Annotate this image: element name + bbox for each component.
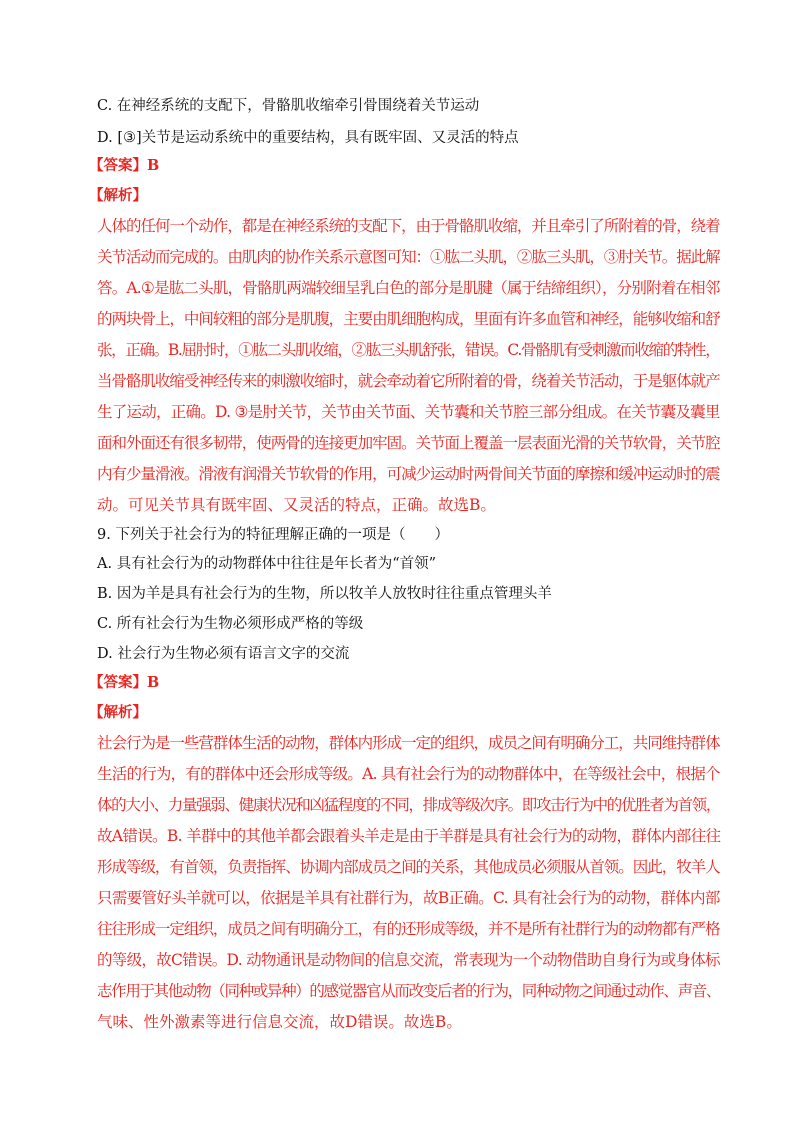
- q9-analysis-label: 【解析】: [89, 704, 147, 721]
- q8-option-d: D. [③]关节是运动系统中的重要结构，具有既牢固、又灵活的特点: [97, 130, 519, 146]
- q8-answer: 【答案】B: [89, 157, 160, 174]
- q9-analysis-line: 形成等级，有首领，负责指挥、协调内部成员之间的关系，其他成员必须服从首领。因此，牧羊人: [97, 858, 720, 876]
- q8-analysis-line: 生了运动，正确。D. ③是肘关节，关节由关节面、关节囊和关节腔三部分组成。在关节囊及囊里: [97, 403, 720, 421]
- q9-analysis-line: 的等级，故C错误。D. 动物通讯是动物间的信息交流，常表现为一个动物借助自身行为或身体标: [97, 951, 720, 969]
- q8-analysis-line: 人体的任何一个动作，都是在神经系统的支配下，由于骨骼肌收缩，并且牵引了所附着的骨，绕着: [97, 217, 720, 235]
- q9-option-c: C. 所有社会行为生物必须形成严格的等级: [97, 616, 364, 632]
- q9-analysis-line: 志作用于其他动物（同种或异种）的感觉器官从而改变后者的行为，同种动物之间通过动作、声音、: [97, 982, 721, 1000]
- q9-option-b: B. 因为羊是具有社会行为的生物，所以牧羊人放牧时往往重点管理头羊: [97, 586, 552, 602]
- q8-analysis-line: 当骨骼肌收缩受神经传来的刺激收缩时，就会牵动着它所附着的骨，绕着关节活动，于是躯体就产: [97, 372, 720, 390]
- q8-analysis-line: 面和外面还有很多韧带，使两骨的连接更加牢固。关节面上覆盖一层表面光滑的关节软骨，关节腔: [97, 434, 720, 452]
- q8-analysis-line: 内有少量滑液。滑液有润滑关节软骨的作用，可减少运动时两骨间关节面的摩擦和缓冲运动时的震: [97, 465, 720, 483]
- q9-analysis-line: 生活的行为，有的群体中还会形成等级。A. 具有社会行为的动物群体中，在等级社会中，根据个: [97, 765, 720, 783]
- q8-analysis-line: 关节活动而完成的。由肌肉的协作关系示意图可知：①肱二头肌，②肱三头肌，③肘关节。据此解: [97, 248, 720, 266]
- q9-analysis-line: 只需要管好头羊就可以，依据是羊具有社群行为，故B正确。C. 具有社会行为的动物，群体内部: [97, 889, 720, 907]
- q8-analysis-line: 答。A.①是肱二头肌，骨骼肌两端较细呈乳白色的部分是肌腱（属于结缔组织），分别附着在相邻: [97, 279, 720, 297]
- q8-analysis-label: 【解析】: [89, 187, 147, 204]
- q9-answer: 【答案】B: [89, 674, 160, 691]
- q8-option-c: C. 在神经系统的支配下，骨骼肌收缩牵引骨围绕着关节运动: [97, 98, 480, 114]
- q9-analysis-line: 社会行为是一些营群体生活的动物，群体内形成一定的组织，成员之间有明确分工，共同维持群体: [97, 734, 720, 752]
- q9-option-a: A. 具有社会行为的动物群体中往往是年长者为“首领”: [97, 556, 437, 572]
- q9-analysis-line: 气味、性外激素等进行信息交流，故D错误。故选B。: [97, 1013, 462, 1031]
- q8-analysis-line: 动。可见关节具有既牢固、又灵活的特点，正确。故选B。: [97, 496, 496, 514]
- q9-analysis-line: 往往形成一定组织，成员之间有明确分工，有的还形成等级，并不是所有社群行为的动物都有严格: [97, 920, 720, 938]
- q9-option-d: D. 社会行为生物必须有语言文字的交流: [97, 646, 350, 662]
- q9-analysis-line: 故A错误。B. 羊群中的其他羊都会跟着头羊走是由于羊群是具有社会行为的动物，群体内部往往: [97, 827, 721, 845]
- q8-analysis-line: 张，正确。B.屈肘时，①肱二头肌收缩，②肱三头肌舒张，错误。C.骨骼肌有受刺激而收缩的特性，: [97, 341, 720, 359]
- q8-analysis-line: 的两块骨上，中间较粗的部分是肌腹，主要由肌细胞构成，里面有许多血管和神经，能够收缩和舒: [97, 310, 720, 328]
- q9-analysis-line: 体的大小、力量强弱、健康状况和凶猛程度的不同，排成等级次序。即攻击行为中的优胜者为首领，: [97, 796, 721, 814]
- q9-stem: 9. 下列关于社会行为的特征理解正确的一项是（ ）: [97, 527, 449, 543]
